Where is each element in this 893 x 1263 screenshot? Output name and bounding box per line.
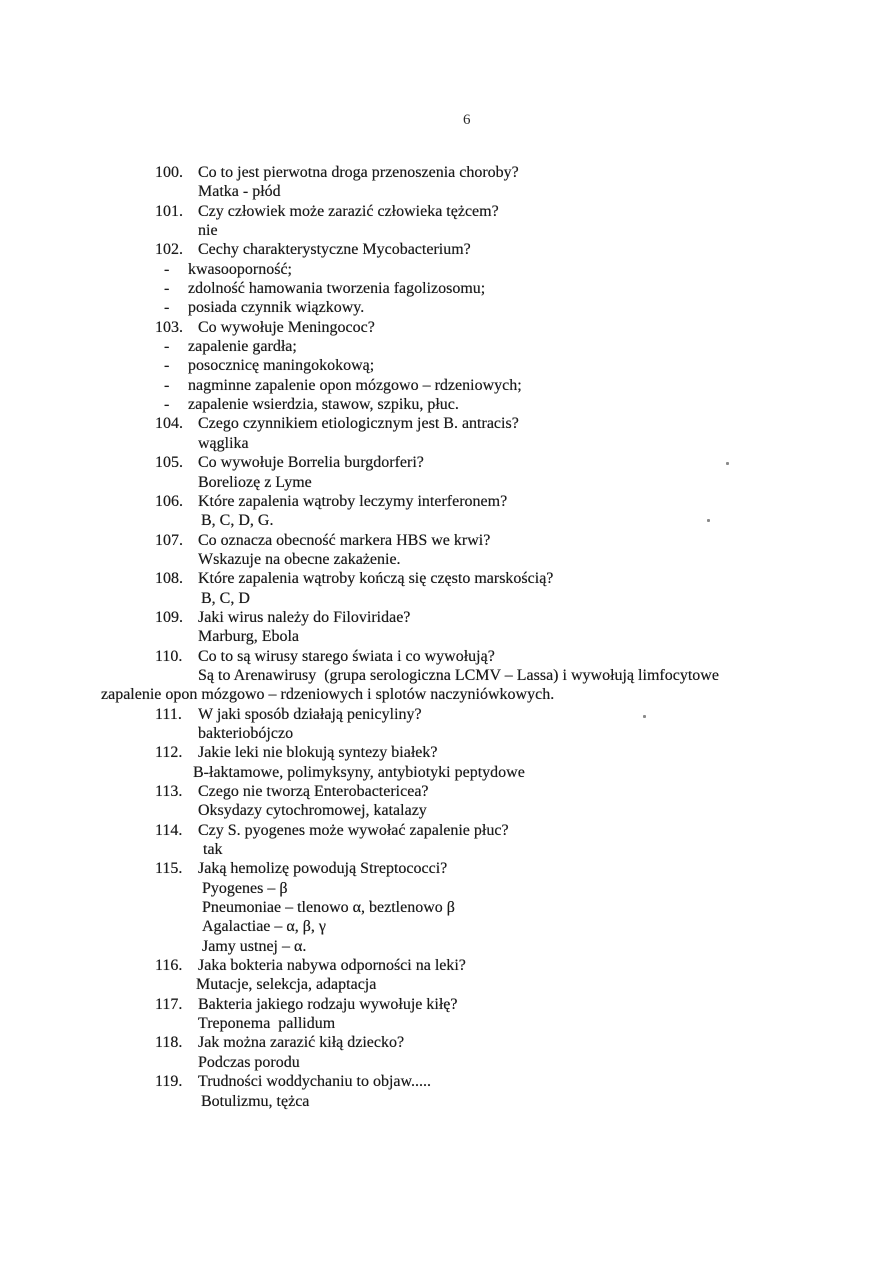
bullet-line [0, 337, 893, 356]
answer-line [0, 879, 893, 898]
bullet-line [0, 260, 893, 279]
answer-line [0, 1053, 893, 1072]
answer-text: B, C, D [201, 589, 250, 607]
question-number: 115. [155, 860, 183, 878]
question-line [0, 608, 893, 627]
answer-line [0, 182, 893, 201]
question-line [0, 453, 893, 472]
bullet-text: zapalenie gardła; [188, 338, 297, 356]
question-line [0, 202, 893, 221]
answer-line [0, 801, 893, 820]
scan-speck [643, 715, 646, 718]
answer-line [0, 550, 893, 569]
question-text: Cechy charakterystyczne Mycobacterium? [198, 241, 471, 259]
scan-speck [726, 462, 729, 465]
question-number: 105. [155, 454, 183, 472]
dash-bullet: - [164, 357, 170, 375]
answer-line [0, 589, 893, 608]
question-text: Jak można zarazić kiłą dziecko? [198, 1034, 405, 1052]
question-line [0, 1072, 893, 1091]
answer-text: Jamy ustnej – α. [202, 937, 307, 955]
answer-line [0, 917, 893, 936]
question-text: W jaki sposób działają penicyliny? [198, 705, 422, 723]
question-line [0, 240, 893, 259]
question-number: 114. [155, 821, 183, 839]
bullet-text: nagminne zapalenie opon mózgowo – rdzeniowych; [188, 376, 522, 394]
dash-bullet: - [164, 280, 170, 298]
question-text: Jaka bokteria nabywa odporności na leki? [198, 957, 466, 975]
question-text: Co wywołuje Meningococ? [198, 318, 375, 336]
question-line [0, 956, 893, 975]
bullet-line [0, 356, 893, 375]
question-number: 104. [155, 415, 183, 433]
dash-bullet: - [164, 396, 170, 414]
continuation-line [0, 685, 893, 704]
answer-text: Oksydazy cytochromowej, katalazy [198, 802, 427, 820]
answer-text: Marburg, Ebola [198, 628, 300, 646]
answer-line [0, 1014, 893, 1033]
question-line [0, 414, 893, 433]
answer-text: Pyogenes – β [202, 879, 288, 897]
answer-line [0, 898, 893, 917]
question-number: 111. [155, 705, 182, 723]
question-number: 113. [155, 783, 183, 800]
question-number: 119. [155, 1073, 183, 1091]
bullet-line [0, 279, 893, 298]
answer-line [0, 511, 893, 530]
question-line [0, 1033, 893, 1052]
answer-text: Mutacje, selekcja, adaptacja [196, 976, 377, 994]
answer-text: nie [198, 222, 218, 240]
question-number: 102. [155, 241, 183, 259]
answer-text: Są to Arenawirusy (grupa serologiczna LCMV – Lassa) i wywołują limfocytowe [198, 666, 719, 684]
answer-text: Agalactiae – α, β, γ [202, 918, 326, 936]
question-number: 106. [155, 492, 183, 510]
answer-text: Podczas porodu [198, 1053, 300, 1071]
question-number: 109. [155, 608, 183, 626]
answer-line [0, 937, 893, 956]
question-number: 100. [155, 164, 183, 181]
question-text: Czy S. pyogenes może wywołać zapalenie płuc? [198, 821, 509, 839]
question-line [0, 821, 893, 840]
question-text: Jaki wirus należy do Filoviridae? [198, 608, 411, 626]
question-line [0, 569, 893, 588]
question-line [0, 492, 893, 511]
answer-text: Boreliozę z Lyme [198, 473, 312, 491]
question-line [0, 531, 893, 550]
question-line [0, 743, 893, 762]
bullet-text: zdolność hamowania tworzenia fagolizosomu; [188, 280, 486, 298]
answer-text: Matka - płód [198, 183, 281, 201]
bullet-line [0, 395, 893, 414]
question-text: Co to jest pierwotna droga przenoszenia choroby? [198, 164, 519, 181]
question-line [0, 318, 893, 337]
question-text: Co oznacza obecność markera HBS we krwi? [198, 531, 491, 549]
answer-text: Pneumoniae – tlenowo α, beztlenowo β [202, 899, 455, 917]
question-number: 117. [155, 995, 183, 1013]
question-line [0, 163, 893, 182]
question-text: Bakteria jakiego rodzaju wywołuje kiłę? [198, 995, 458, 1013]
answer-text: B-łaktamowe, polimyksyny, antybiotyki peptydowe [193, 763, 525, 781]
question-text: Czy człowiek może zarazić człowieka tężcem? [198, 202, 499, 220]
bullet-line [0, 298, 893, 317]
question-text: Jaką hemolizę powodują Streptococci? [198, 860, 448, 878]
dash-bullet: - [164, 299, 170, 317]
answer-line [0, 763, 893, 782]
question-line [0, 782, 893, 801]
question-number: 116. [155, 957, 183, 975]
answer-text: tak [203, 841, 223, 859]
question-number: 107. [155, 531, 183, 549]
question-text: Które zapalenia wątroby leczymy interferonem? [198, 492, 508, 510]
question-number: 101. [155, 202, 183, 220]
answer-line [0, 724, 893, 743]
bullet-text: posocznicę maningokokową; [188, 357, 375, 375]
document-content [0, 163, 893, 1111]
question-text: Trudności woddychaniu to objaw..... [198, 1073, 432, 1091]
question-text: Co to są wirusy starego świata i co wywołują? [198, 647, 495, 665]
question-text: Czego czynnikiem etiologicznym jest B. antracis? [198, 415, 519, 433]
page-number: 6 [463, 112, 471, 128]
question-number: 103. [155, 318, 183, 336]
question-line [0, 859, 893, 878]
answer-text: Treponema pallidum [198, 1015, 336, 1033]
question-number: 112. [155, 744, 183, 762]
answer-line [0, 473, 893, 492]
answer-text: bakteriobójczo [198, 724, 294, 742]
question-number: 110. [155, 647, 183, 665]
question-text: Co wywołuje Borrelia burgdorferi? [198, 454, 424, 472]
answer-text: B, C, D, G. [201, 512, 274, 530]
question-number: 118. [155, 1034, 183, 1052]
answer-line [0, 1092, 893, 1111]
question-line [0, 995, 893, 1014]
answer-line [0, 975, 893, 994]
question-line [0, 705, 893, 724]
answer-line [0, 221, 893, 240]
answer-line [0, 627, 893, 646]
scan-speck [707, 519, 710, 522]
answer-line [0, 840, 893, 859]
answer-line [0, 434, 893, 453]
answer-text: Wskazuje na obecne zakażenie. [198, 550, 401, 568]
question-text: Które zapalenia wątroby kończą się często marskością? [198, 570, 554, 588]
question-text: Czego nie tworzą Enterobactericea? [198, 783, 429, 800]
bullet-text: posiada czynnik wiązkowy. [188, 299, 365, 317]
dash-bullet: - [164, 260, 170, 278]
answer-text: Botulizmu, tężca [201, 1092, 310, 1110]
continuation-text: zapalenie opon mózgowo – rdzeniowych i splotów naczyniówkowych. [101, 686, 555, 704]
answer-text: wąglika [198, 434, 249, 452]
bullet-line [0, 376, 893, 395]
answer-line [0, 666, 893, 685]
question-text: Jakie leki nie blokują syntezy białek? [198, 744, 438, 762]
dash-bullet: - [164, 338, 170, 356]
bullet-text: zapalenie wsierdzia, stawow, szpiku, płuc. [188, 396, 459, 414]
question-line [0, 647, 893, 666]
dash-bullet: - [164, 376, 170, 394]
question-number: 108. [155, 570, 183, 588]
bullet-text: kwasooporność; [188, 260, 292, 278]
